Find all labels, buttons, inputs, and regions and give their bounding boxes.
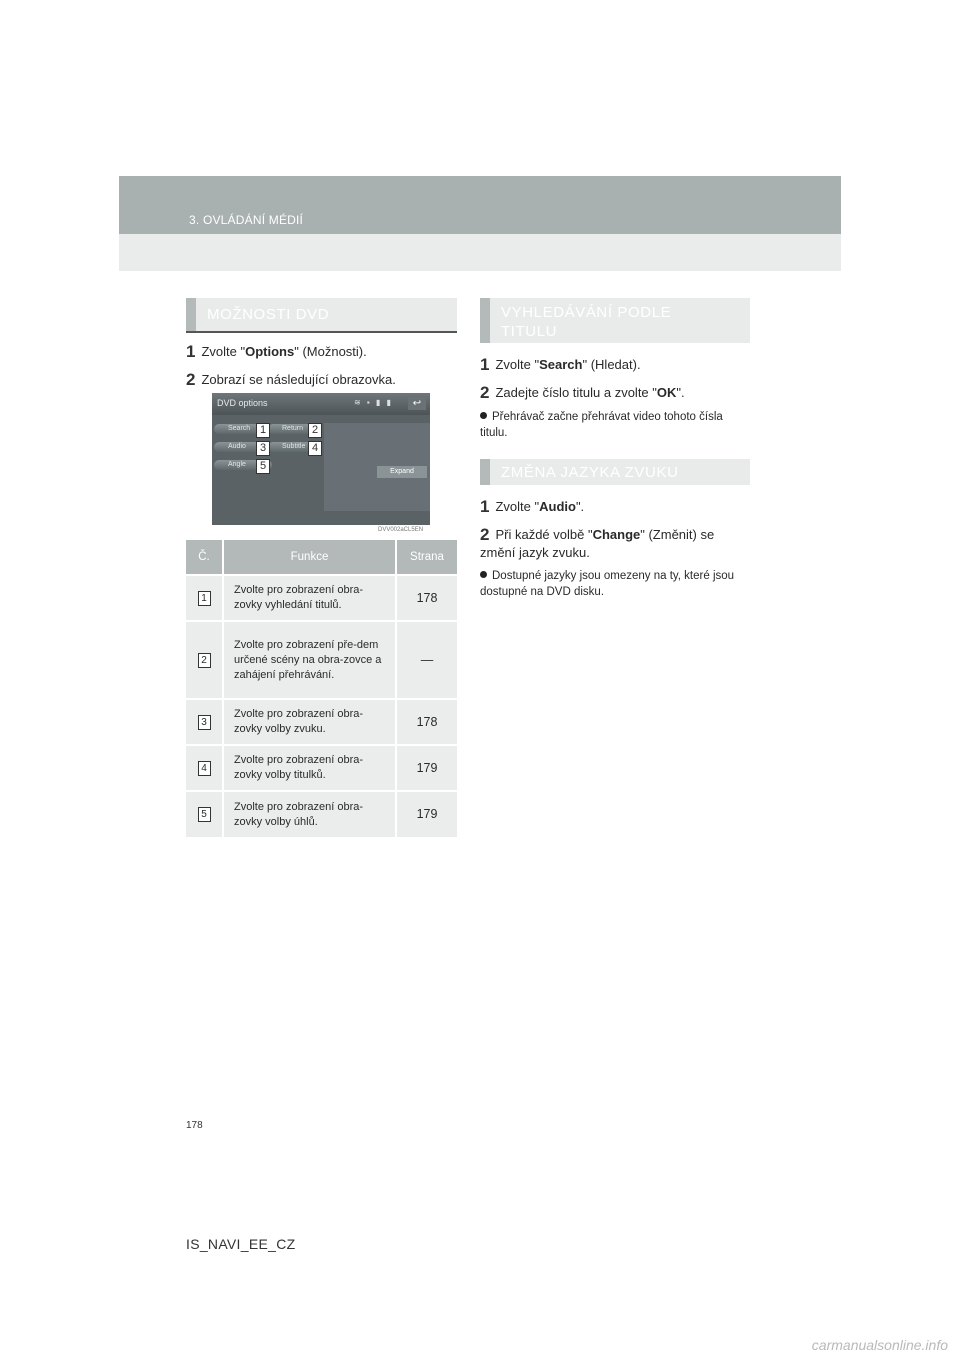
callout-2: 2 xyxy=(308,423,322,438)
table-row xyxy=(186,791,457,837)
step-1-options: 1 Zvolte "Options" (Možnosti). xyxy=(186,342,367,361)
header-number: Č. xyxy=(186,540,223,575)
section-title: MOŽNOSTI DVD xyxy=(207,306,330,323)
screen-audio-button: Audio xyxy=(214,442,272,452)
note-playback: Přehrávač začne přehrávat video tohoto čísla titulu. xyxy=(480,411,723,439)
callout-3: 3 xyxy=(256,441,270,456)
step-1-audio: 1 Zvolte "Audio". xyxy=(480,497,585,516)
row-function: Zvolte pro zobrazení obra-zovky vyhledání titulů. xyxy=(223,575,396,621)
step-1-search: 1 Zvolte "Search" (Hledat). xyxy=(480,355,641,374)
row-page: — xyxy=(396,621,457,699)
screen-search-button: Search xyxy=(214,424,272,434)
row-page: 179 xyxy=(396,791,457,837)
table-row xyxy=(186,699,457,745)
header-subband xyxy=(119,234,841,271)
screen-return-button: Return xyxy=(268,424,322,434)
back-icon: ↩ xyxy=(408,397,426,410)
row-function: Zvolte pro zobrazení pře-dem určené scény na obra-zovce a zahájení přehrávání. xyxy=(223,621,396,699)
chapter-title: 3. OVLÁDÁNÍ MÉDIÍ xyxy=(189,213,304,227)
status-icons: ≋ ▪ ▮ ▮ xyxy=(354,398,394,407)
row-function: Zvolte pro zobrazení obra-zovky volby titulků. xyxy=(223,745,396,791)
screen-subtitle-button: Subtitle xyxy=(268,442,322,452)
table-row xyxy=(186,745,457,791)
step-2-screen: 2 Zobrazí se následující obrazovka. xyxy=(186,370,396,389)
row-number: 2 xyxy=(198,653,211,668)
step-2-enter-number: 2 Zadejte číslo titulu a zvolte "OK". xyxy=(480,383,685,402)
row-number: 4 xyxy=(198,761,211,776)
row-page: 178 xyxy=(396,699,457,745)
document-code: IS_NAVI_EE_CZ xyxy=(186,1236,296,1252)
section-heading-dvd-options xyxy=(186,298,457,333)
section-title: VYHLEDÁVÁNÍ PODLE TITULU xyxy=(501,304,672,340)
table-header-row xyxy=(186,540,457,575)
callout-4: 4 xyxy=(308,441,322,456)
section-heading-search-title xyxy=(480,298,750,343)
page-number: 178 xyxy=(186,1120,203,1131)
bullet-icon xyxy=(480,571,487,578)
function-table xyxy=(186,540,457,837)
row-page: 179 xyxy=(396,745,457,791)
row-function: Zvolte pro zobrazení obra-zovky volby úhlů. xyxy=(223,791,396,837)
row-number: 1 xyxy=(198,591,211,606)
row-page: 178 xyxy=(396,575,457,621)
bullet-icon xyxy=(480,412,487,419)
row-number: 3 xyxy=(198,715,211,730)
row-function: Zvolte pro zobrazení obra-zovky volby zvuku. xyxy=(223,699,396,745)
note-languages: Dostupné jazyky jsou omezeny na ty, které jsou dostupné na DVD disku. xyxy=(480,570,735,598)
screen-expand-button: Expand xyxy=(377,466,427,478)
section-heading-audio-language xyxy=(480,459,750,485)
screen-angle-button: Angle xyxy=(214,460,272,470)
section-title: ZMĚNA JAZYKA ZVUKU xyxy=(501,464,679,481)
step-2-change: 2 Při každé volbě "Change" (Změnit) se změní jazyk zvuku. xyxy=(480,525,715,560)
header-page: Strana xyxy=(396,540,457,575)
table-row xyxy=(186,621,457,699)
callout-1: 1 xyxy=(256,423,270,438)
header-function: Funkce xyxy=(223,540,396,575)
callout-5: 5 xyxy=(256,459,270,474)
table-row xyxy=(186,575,457,621)
row-number: 5 xyxy=(198,807,211,822)
screen-title: DVD options xyxy=(217,398,268,408)
dvd-options-screenshot xyxy=(212,393,430,525)
image-code: DVV002aCL5EN xyxy=(378,527,424,533)
watermark: carmanualsonline.info xyxy=(811,1337,948,1353)
